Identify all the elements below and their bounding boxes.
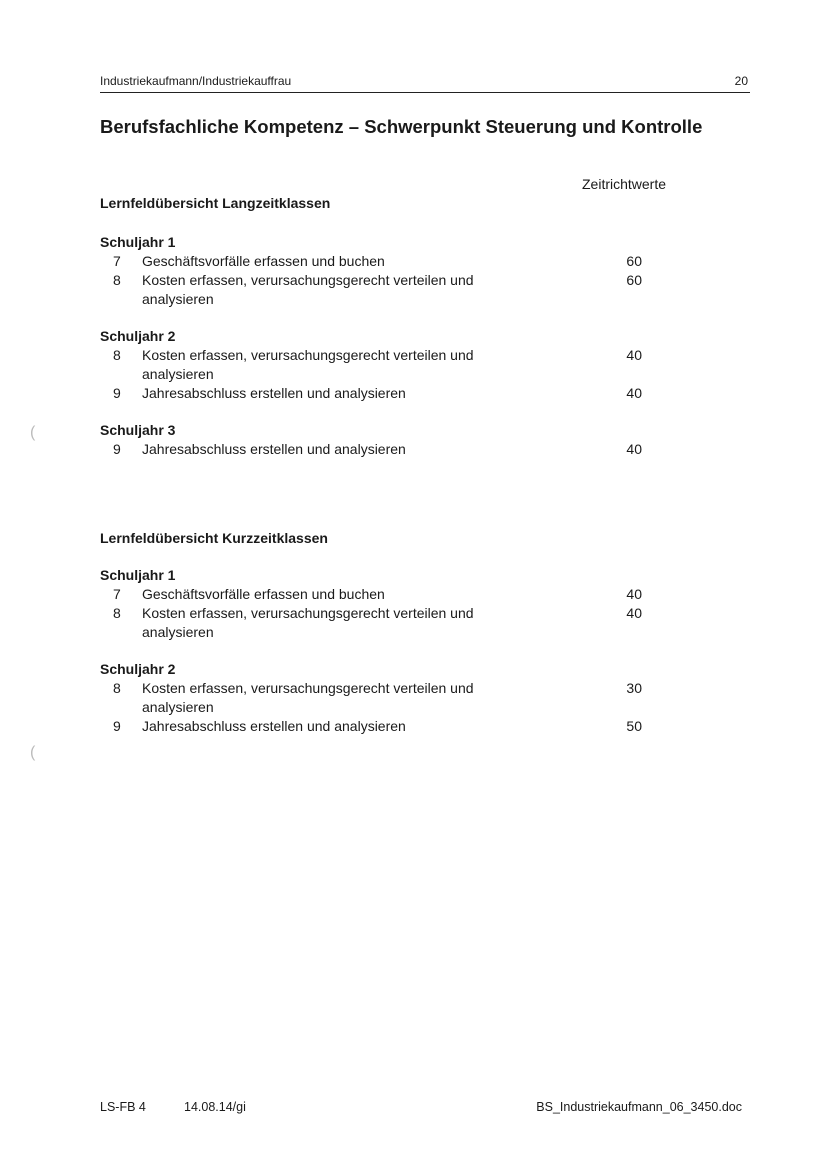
section-title: Lernfeldübersicht Kurzzeitklassen [100, 530, 328, 546]
lernfeld-hours: 40 [626, 586, 642, 602]
year-title: Schuljahr 1 [100, 567, 176, 583]
list-item [100, 271, 660, 309]
year-block-2 [100, 660, 660, 736]
lernfeld-hours: 40 [626, 605, 642, 621]
year-title: Schuljahr 1 [100, 234, 176, 250]
lernfeld-number: 9 [113, 441, 121, 457]
running-title: Industriekaufmann/Industriekauffrau [100, 74, 292, 88]
list-item [100, 384, 660, 403]
lernfeld-number: 7 [113, 586, 121, 602]
list-item [100, 440, 660, 459]
year-block-2 [100, 327, 660, 403]
lernfeld-hours: 50 [626, 718, 642, 734]
lernfeld-hours: 40 [626, 441, 642, 457]
page-header [100, 72, 750, 93]
year-title: Schuljahr 2 [100, 661, 176, 677]
lernfeld-number: 9 [113, 718, 121, 734]
lernfeld-hours: 60 [626, 253, 642, 269]
lernfeld-text: Jahresabschluss erstellen und analysieren [142, 718, 406, 734]
lernfeld-text: Kosten erfassen, verursachungsgerecht verteilen und analysieren [142, 347, 474, 382]
footer-code: LS-FB 4 [100, 1100, 146, 1114]
year-block-1 [100, 233, 660, 309]
lernfeld-number: 8 [113, 605, 121, 621]
lernfeld-number: 8 [113, 347, 121, 363]
lernfeld-number: 8 [113, 680, 121, 696]
footer-filename: BS_Industriekaufmann_06_3450.doc [536, 1100, 742, 1114]
lernfeld-number: 7 [113, 253, 121, 269]
list-item [100, 717, 660, 736]
lernfeld-text: Geschäftsvorfälle erfassen und buchen [142, 586, 385, 602]
page-number: 20 [734, 74, 748, 88]
lernfeld-text: Kosten erfassen, verursachungsgerecht verteilen und analysieren [142, 680, 474, 715]
page-title: Berufsfachliche Kompetenz – Schwerpunkt Steuerung und Kontrolle [100, 116, 703, 137]
lernfeld-text: Jahresabschluss erstellen und analysieren [142, 441, 406, 457]
list-item [100, 346, 660, 384]
section-kurzzeitklassen [100, 528, 660, 736]
list-item [100, 604, 660, 642]
lernfeld-hours: 40 [626, 385, 642, 401]
year-title: Schuljahr 3 [100, 422, 176, 438]
lernfeld-hours: 40 [626, 347, 642, 363]
scan-mark: ( [30, 424, 36, 441]
lernfeld-text: Kosten erfassen, verursachungsgerecht verteilen und analysieren [142, 272, 474, 307]
list-item [100, 585, 660, 604]
scan-mark: ( [30, 744, 36, 761]
lernfeld-hours: 30 [626, 680, 642, 696]
year-block-1 [100, 566, 660, 642]
footer-date: 14.08.14/gi [184, 1100, 246, 1114]
lernfeld-number: 9 [113, 385, 121, 401]
lernfeld-number: 8 [113, 272, 121, 288]
lernfeld-text: Geschäftsvorfälle erfassen und buchen [142, 253, 385, 269]
section-langzeitklassen [100, 193, 660, 459]
year-title: Schuljahr 2 [100, 328, 176, 344]
list-item [100, 252, 660, 271]
lernfeld-hours: 60 [626, 272, 642, 288]
list-item [100, 679, 660, 717]
year-block-3 [100, 421, 660, 459]
lernfeld-text: Jahresabschluss erstellen und analysieren [142, 385, 406, 401]
lernfeld-text: Kosten erfassen, verursachungsgerecht verteilen und analysieren [142, 605, 474, 640]
column-header-zeitrichtwerte: Zeitrichtwerte [582, 176, 667, 192]
section-title: Lernfeldübersicht Langzeitklassen [100, 195, 331, 211]
